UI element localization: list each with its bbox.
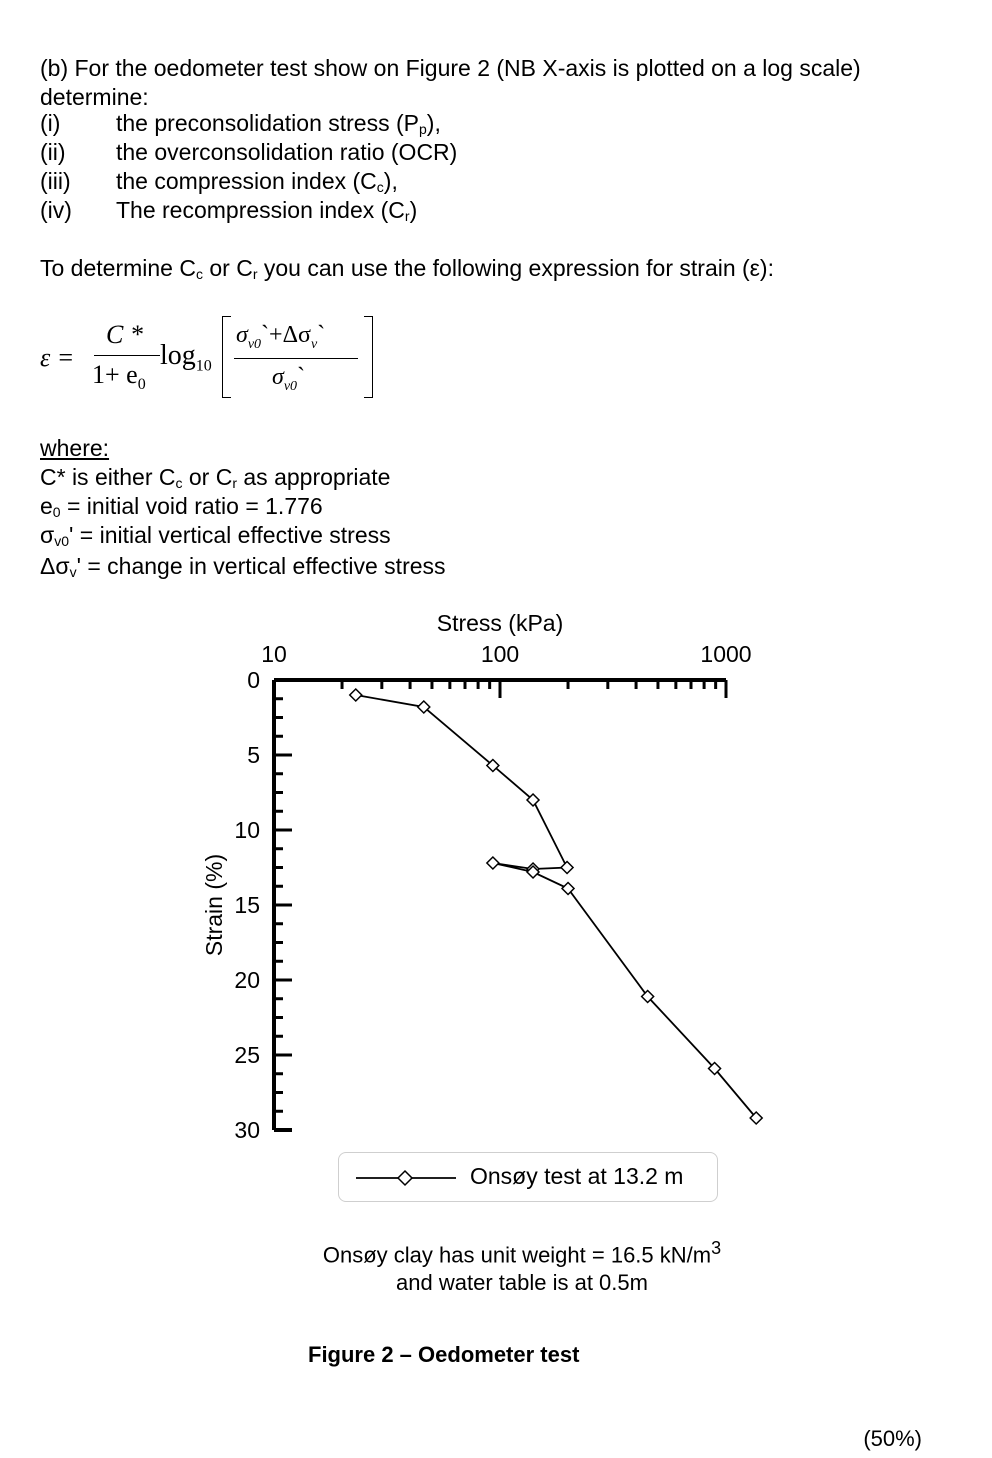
list-item-text: the compression index $(C_c)$, (116, 168, 398, 195)
data-point-marker (561, 862, 573, 874)
question-intro-line1: (b) For the oedometer test show on Figure 2 (NB X-axis is plotted on a log scale) (40, 55, 861, 81)
data-point-marker (562, 883, 574, 895)
y-tick-label: 30 (234, 1117, 260, 1143)
formula-numerator: C * (106, 320, 143, 349)
y-tick-label: 15 (234, 892, 260, 918)
clay-note: Onsøy clay has unit weight = 16.5 $kN/m^3$ and water table is at 0.5m (322, 1238, 722, 1296)
y-axis-label: Strain (%) (201, 853, 227, 957)
list-item-text: the overconsolidation ratio (OCR) (116, 139, 458, 165)
data-point-marker (350, 689, 362, 701)
formula-lhs: ε = (40, 343, 75, 372)
where-line2: $e_0$ = initial void ratio = 1.776 (40, 493, 323, 520)
question-intro-line2: determine: (40, 84, 149, 110)
y-tick-label: 10 (234, 817, 260, 843)
x-tick-label: 10 (261, 641, 287, 667)
list-item-num: (i) (40, 110, 61, 136)
where-line1: C* is either $C_c$ or $C_r$ as appropriate (40, 464, 391, 491)
where-line3: $\sigma_{v0}'$ = initial vertical effective stress (40, 522, 391, 549)
list-item-num: (iv) (40, 197, 72, 223)
bracket-denominator: $\sigma_{v0}`$ (272, 364, 306, 394)
where-line4: $\Delta\sigma_v'$ = change in vertical effective stress (40, 553, 446, 580)
data-point-marker (487, 857, 499, 869)
figure-caption: Figure 2 – Oedometer test (308, 1342, 580, 1367)
series-line (356, 695, 756, 1118)
legend-label: Onsøy test at 13.2 m (470, 1163, 684, 1189)
x-axis-label: Stress (kPa) (436, 610, 564, 636)
chart-axes (234, 641, 751, 1143)
list-item-num: (iii) (40, 168, 71, 194)
list-item-text: the preconsolidation stress $(P_p)$, (116, 110, 441, 137)
x-tick-label: 1000 (700, 641, 752, 667)
where-heading: where: (40, 435, 110, 461)
question-marks: (50%) (863, 1426, 922, 1451)
y-tick-label: 5 (247, 742, 260, 768)
formula-denominator: $1+ e_0$ (92, 360, 146, 394)
bracket-numerator: $\sigma_{v0}`+\Delta\sigma_v`$ (236, 322, 326, 352)
y-tick-label: 20 (234, 967, 260, 993)
strain-intro: To determine $C_c$ or $C_r$ you can use the following expression for strain (ε): (40, 255, 774, 282)
y-tick-label: 25 (234, 1042, 260, 1068)
list-item-num: (ii) (40, 139, 66, 165)
formula-log: $\log_{10}$ (160, 340, 212, 375)
list-item-text: The recompression index $(C_r)$ (116, 197, 418, 224)
y-tick-label: 0 (247, 667, 260, 693)
chart-series (350, 689, 762, 1124)
x-tick-label: 100 (480, 641, 520, 667)
